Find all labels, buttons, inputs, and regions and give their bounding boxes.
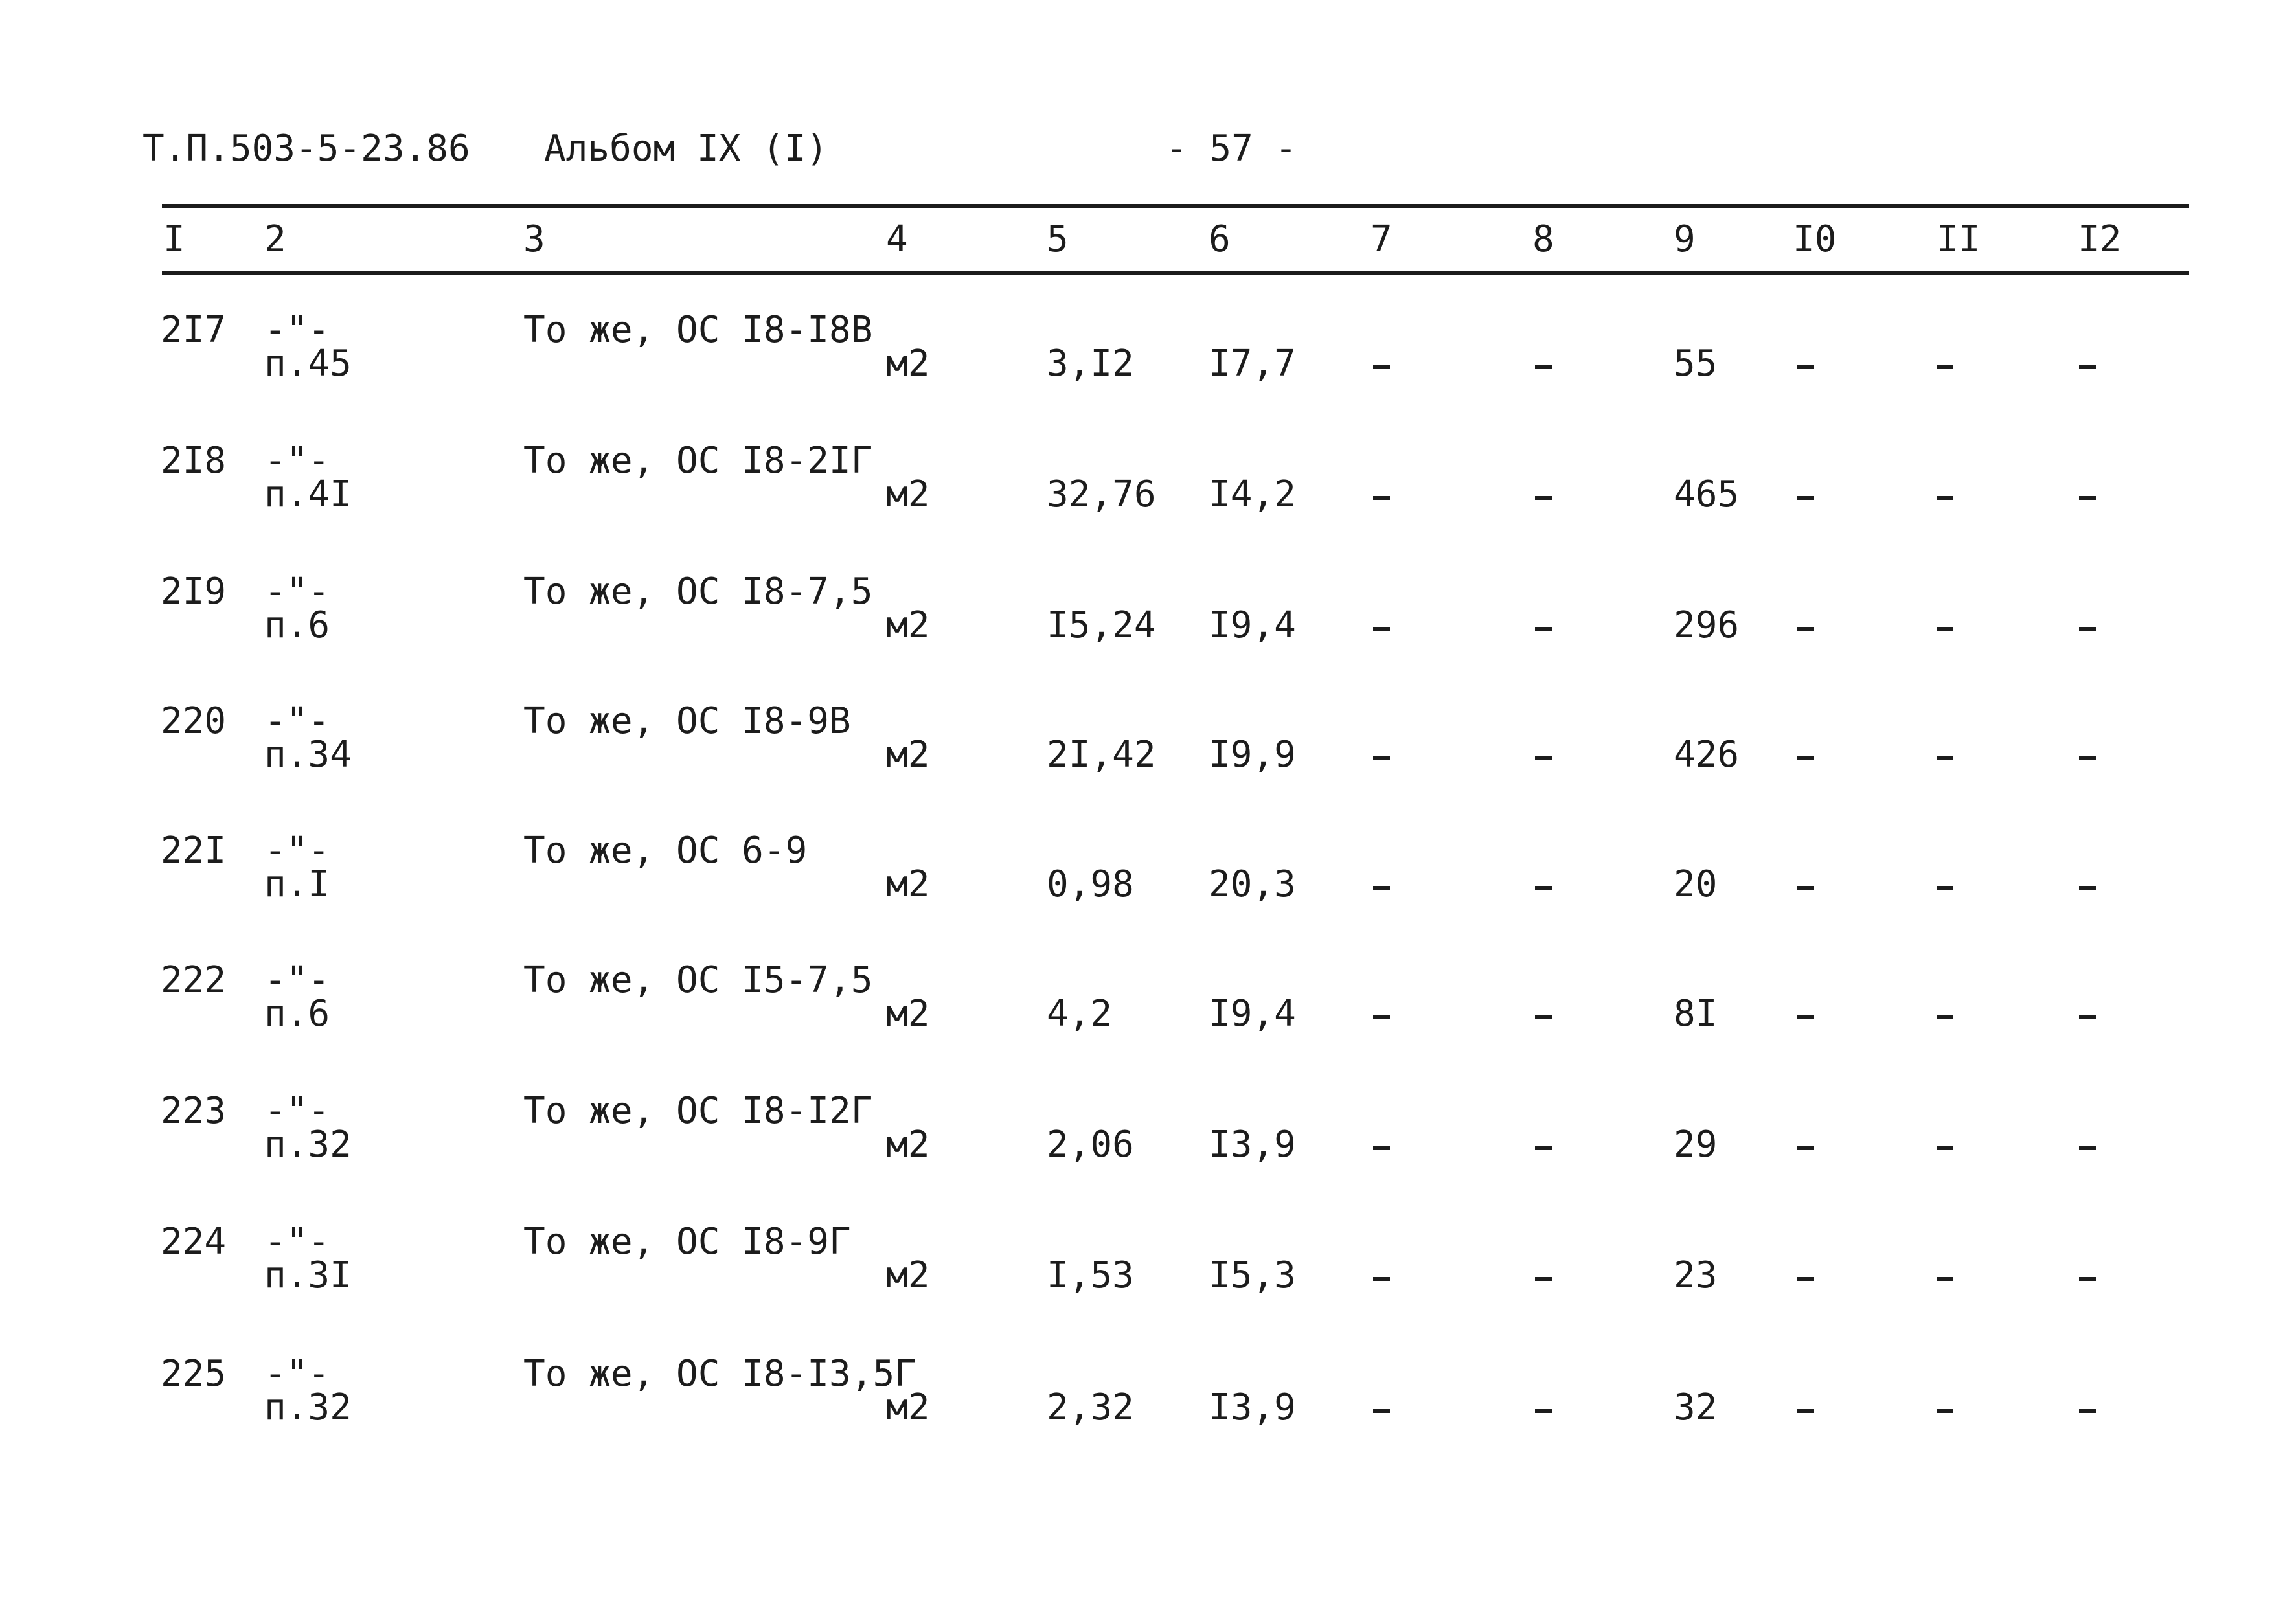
- table-row: [0, 1223, 2296, 1352]
- empty-dash: [1535, 1146, 1552, 1150]
- empty-dash: [1937, 1409, 1953, 1413]
- ditto-mark: -"-: [264, 1221, 330, 1263]
- row-number: 220: [161, 700, 227, 742]
- empty-dash: [1373, 1146, 1390, 1150]
- quantity-value: 4,2: [1047, 993, 1113, 1035]
- table-row: [0, 831, 2296, 961]
- unit: м2: [886, 993, 930, 1035]
- column-header-4: 4: [886, 218, 908, 260]
- row-number: 22I: [161, 830, 227, 872]
- quantity-value: 2,32: [1047, 1386, 1134, 1429]
- ditto-mark: -"-: [264, 1353, 330, 1395]
- rate-value: I3,9: [1209, 1386, 1296, 1429]
- rate-value: 20,3: [1209, 863, 1296, 905]
- table-row: [0, 442, 2296, 571]
- empty-dash: [1373, 756, 1390, 760]
- paragraph-ref: п.32: [264, 1124, 352, 1166]
- empty-dash: [1937, 496, 1953, 500]
- table-top-rule: [162, 204, 2189, 208]
- empty-dash: [1535, 365, 1552, 369]
- total-value: 296: [1674, 604, 1740, 646]
- description: То же, ОС I8-I2Г: [523, 1090, 873, 1132]
- description: То же, ОС I8-7,5: [523, 571, 873, 613]
- total-value: 426: [1674, 734, 1740, 776]
- paragraph-ref: п.6: [264, 993, 330, 1035]
- row-number: 223: [161, 1090, 227, 1132]
- empty-dash: [1373, 886, 1390, 890]
- empty-dash: [1937, 627, 1953, 631]
- empty-dash: [2079, 1277, 2096, 1281]
- empty-dash: [1797, 1409, 1814, 1413]
- empty-dash: [1937, 886, 1953, 890]
- row-number: 222: [161, 959, 227, 1001]
- empty-dash: [2079, 1146, 2096, 1150]
- quantity-value: I5,24: [1047, 604, 1156, 646]
- empty-dash: [2079, 886, 2096, 890]
- table-row: [0, 1092, 2296, 1221]
- total-value: 23: [1674, 1254, 1718, 1296]
- empty-dash: [1797, 886, 1814, 890]
- empty-dash: [1535, 1015, 1552, 1019]
- ditto-mark: -"-: [264, 309, 330, 351]
- table-row: [0, 702, 2296, 831]
- empty-dash: [1797, 1015, 1814, 1019]
- column-header-11: II: [1937, 218, 1981, 260]
- column-header-5: 5: [1047, 218, 1069, 260]
- column-header-2: 2: [264, 218, 286, 260]
- empty-dash: [1373, 1277, 1390, 1281]
- paragraph-ref: п.3I: [264, 1254, 352, 1296]
- empty-dash: [1937, 1015, 1953, 1019]
- reference-cell: [264, 961, 330, 1034]
- description: То же, ОС I8-I8В: [523, 309, 873, 351]
- total-value: 32: [1674, 1386, 1718, 1429]
- table-row: [0, 572, 2296, 702]
- empty-dash: [2079, 756, 2096, 760]
- row-number: 2I7: [161, 309, 227, 351]
- empty-dash: [2079, 1015, 2096, 1019]
- empty-dash: [1797, 1277, 1814, 1281]
- empty-dash: [2079, 365, 2096, 369]
- total-value: 465: [1674, 473, 1740, 515]
- rate-value: I5,3: [1209, 1254, 1296, 1296]
- empty-dash: [1373, 1409, 1390, 1413]
- reference-cell: [264, 1223, 352, 1295]
- empty-dash: [1373, 627, 1390, 631]
- unit: м2: [886, 863, 930, 905]
- reference-cell: [264, 442, 352, 514]
- column-header-6: 6: [1209, 218, 1231, 260]
- quantity-value: 2I,42: [1047, 734, 1156, 776]
- paragraph-ref: п.34: [264, 734, 352, 776]
- paragraph-ref: п.4I: [264, 473, 352, 515]
- paragraph-ref: п.45: [264, 343, 352, 385]
- row-number: 2I9: [161, 571, 227, 613]
- empty-dash: [1535, 1409, 1552, 1413]
- empty-dash: [1797, 496, 1814, 500]
- total-value: 8I: [1674, 993, 1718, 1035]
- rate-value: I4,2: [1209, 473, 1296, 515]
- ditto-mark: -"-: [264, 440, 330, 482]
- reference-cell: [264, 831, 330, 904]
- empty-dash: [1797, 365, 1814, 369]
- empty-dash: [1797, 756, 1814, 760]
- unit: м2: [886, 1254, 930, 1296]
- column-header-7: 7: [1370, 218, 1392, 260]
- paragraph-ref: п.32: [264, 1386, 352, 1429]
- ditto-mark: -"-: [264, 830, 330, 872]
- reference-cell: [264, 311, 352, 383]
- empty-dash: [1373, 496, 1390, 500]
- column-header-10: I0: [1793, 218, 1837, 260]
- description: То же, ОС 6-9: [523, 830, 808, 872]
- empty-dash: [1937, 1277, 1953, 1281]
- paragraph-ref: п.6: [264, 604, 330, 646]
- quantity-value: I,53: [1047, 1254, 1134, 1296]
- empty-dash: [1937, 1146, 1953, 1150]
- description: То же, ОС I8-9Г: [523, 1221, 851, 1263]
- empty-dash: [1937, 756, 1953, 760]
- unit: м2: [886, 1124, 930, 1166]
- rate-value: I9,4: [1209, 604, 1296, 646]
- empty-dash: [1535, 1277, 1552, 1281]
- table-header-rule: [162, 271, 2189, 275]
- description: То же, ОС I8-2IГ: [523, 440, 873, 482]
- unit: м2: [886, 343, 930, 385]
- empty-dash: [1373, 1015, 1390, 1019]
- empty-dash: [1535, 756, 1552, 760]
- empty-dash: [1937, 365, 1953, 369]
- empty-dash: [2079, 1409, 2096, 1413]
- quantity-value: 32,76: [1047, 473, 1156, 515]
- description: То же, ОС I8-I3,5Г: [523, 1353, 916, 1395]
- total-value: 20: [1674, 863, 1718, 905]
- empty-dash: [2079, 627, 2096, 631]
- unit: м2: [886, 473, 930, 515]
- unit: м2: [886, 604, 930, 646]
- page-number: - 57 -: [1166, 128, 1297, 170]
- unit: м2: [886, 1386, 930, 1429]
- ditto-mark: -"-: [264, 959, 330, 1001]
- quantity-value: 3,I2: [1047, 343, 1134, 385]
- empty-dash: [1797, 627, 1814, 631]
- rate-value: I9,4: [1209, 993, 1296, 1035]
- ditto-mark: -"-: [264, 700, 330, 742]
- row-number: 225: [161, 1353, 227, 1395]
- reference-cell: [264, 702, 352, 775]
- column-header-12: I2: [2078, 218, 2122, 260]
- rate-value: I7,7: [1209, 343, 1296, 385]
- empty-dash: [1535, 886, 1552, 890]
- ditto-mark: -"-: [264, 1090, 330, 1132]
- empty-dash: [2079, 496, 2096, 500]
- table-row: [0, 1355, 2296, 1484]
- reference-cell: [264, 1355, 352, 1427]
- empty-dash: [1373, 365, 1390, 369]
- quantity-value: 2,06: [1047, 1124, 1134, 1166]
- description: То же, ОС I5-7,5: [523, 959, 873, 1001]
- table-row: [0, 311, 2296, 440]
- paragraph-ref: п.I: [264, 863, 330, 905]
- empty-dash: [1535, 496, 1552, 500]
- column-header-1: I: [163, 218, 185, 260]
- page-header: [0, 123, 2296, 175]
- table-row: [0, 961, 2296, 1091]
- column-header-9: 9: [1674, 218, 1696, 260]
- album-label: Альбом IX (I): [544, 128, 828, 170]
- total-value: 55: [1674, 343, 1718, 385]
- rate-value: I9,9: [1209, 734, 1296, 776]
- total-value: 29: [1674, 1124, 1718, 1166]
- quantity-value: 0,98: [1047, 863, 1134, 905]
- rate-value: I3,9: [1209, 1124, 1296, 1166]
- row-number: 2I8: [161, 440, 227, 482]
- empty-dash: [1797, 1146, 1814, 1150]
- column-header-3: 3: [523, 218, 545, 260]
- empty-dash: [1535, 627, 1552, 631]
- document-code: Т.П.503-5-23.86: [142, 128, 470, 170]
- column-header-8: 8: [1532, 218, 1554, 260]
- ditto-mark: -"-: [264, 571, 330, 613]
- description: То же, ОС I8-9В: [523, 700, 851, 742]
- unit: м2: [886, 734, 930, 776]
- row-number: 224: [161, 1221, 227, 1263]
- reference-cell: [264, 1092, 352, 1164]
- reference-cell: [264, 572, 330, 645]
